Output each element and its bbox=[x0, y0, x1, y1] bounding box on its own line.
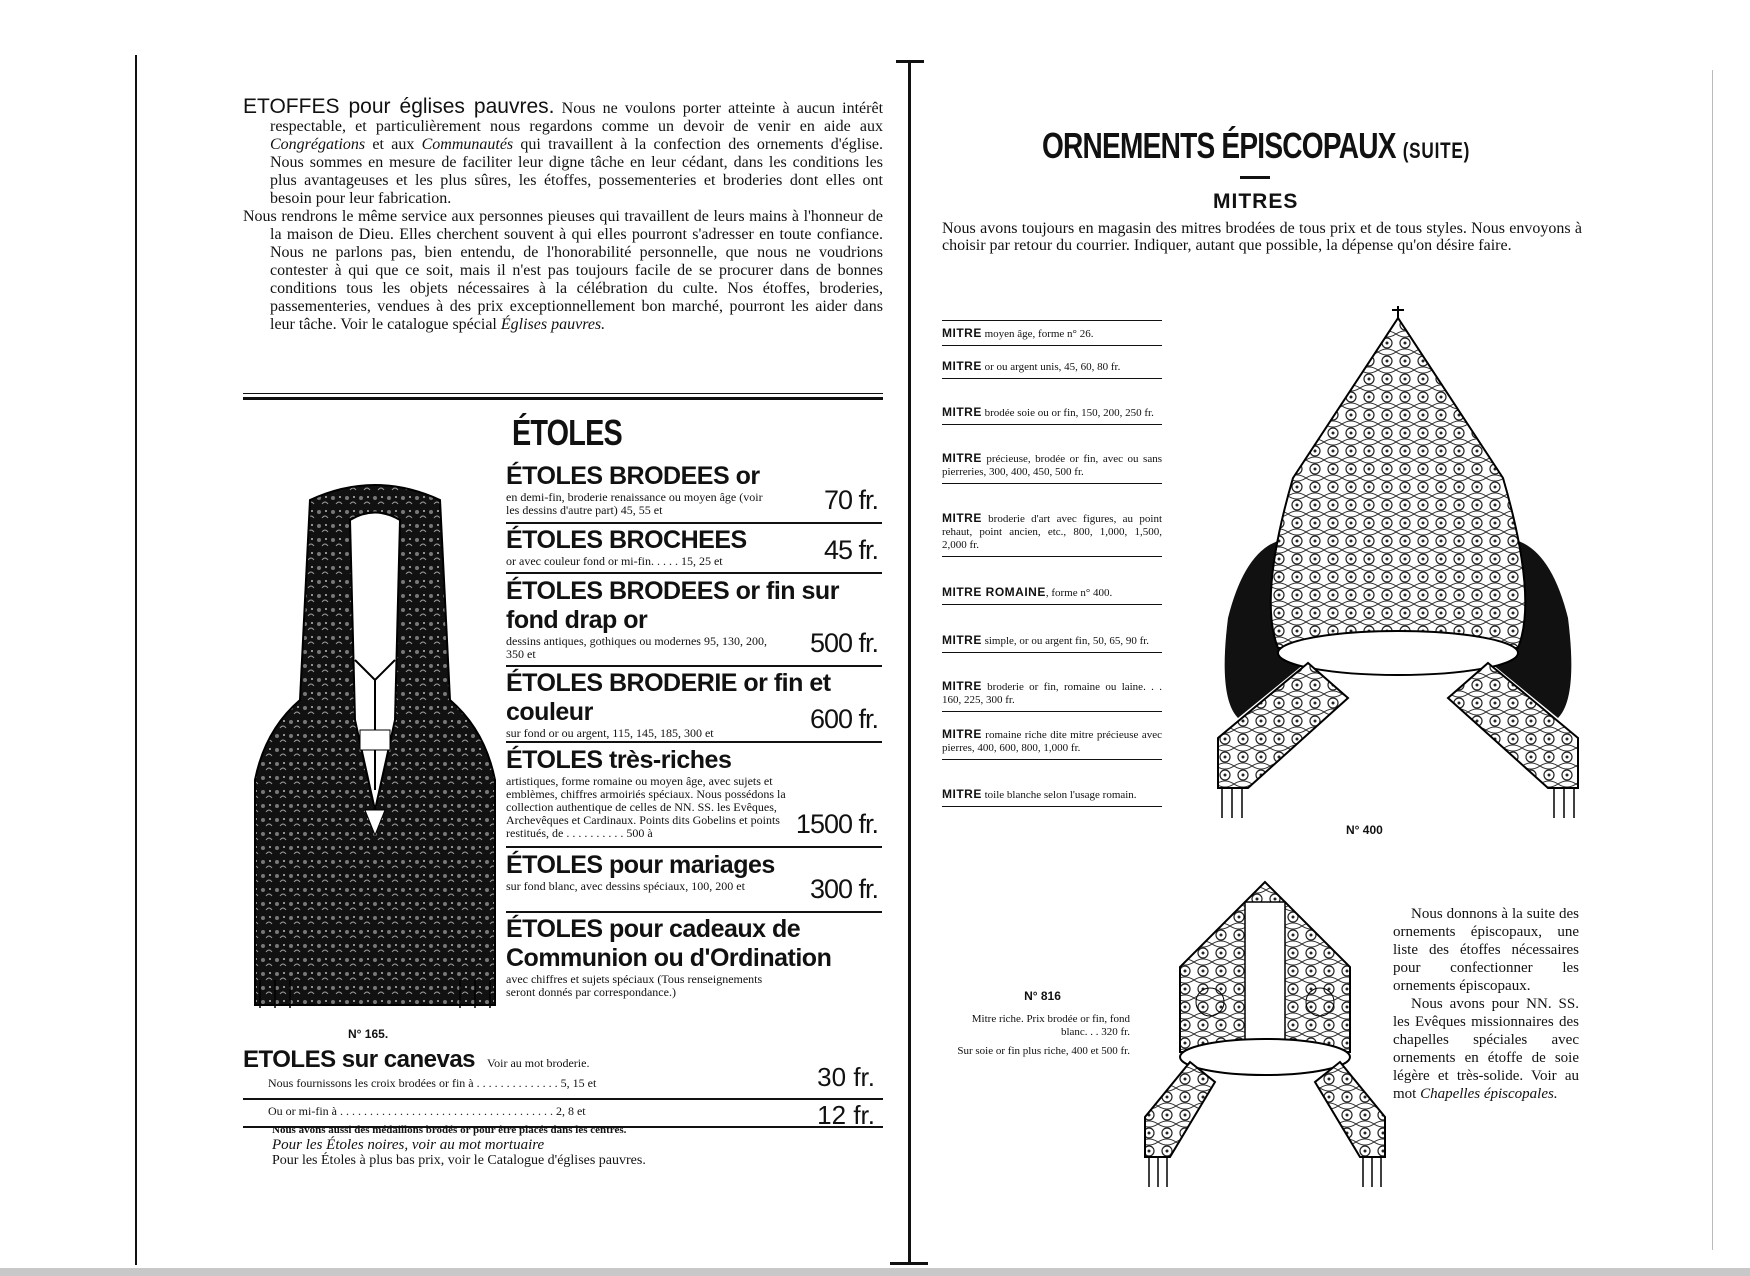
etole-name: ÉTOLES BROCHEES bbox=[506, 526, 747, 554]
canevas-price-1: 30 fr. bbox=[817, 1062, 875, 1092]
mitre-text: romaine riche dite mitre précieuse avec pierres, 400, 600, 800, 1,000 fr. bbox=[942, 729, 1162, 754]
mitre-text: , forme n° 400. bbox=[1045, 587, 1113, 599]
closing-paragraph-1: Nous donnons à la suite des ornements épiscopaux, une liste des étoffes nécessaires pour confectionner les ornements épiscopaux. bbox=[1393, 906, 1579, 994]
gutter-cap bbox=[896, 60, 924, 63]
intro-text-b: et aux bbox=[365, 136, 422, 153]
etole-desc: sur fond blanc, avec dessins spéciaux, 100, 200 et bbox=[506, 879, 745, 893]
intro-lead: ETOFFES pour églises pauvres. bbox=[243, 95, 555, 118]
etole-price: 70 fr. bbox=[823, 485, 878, 515]
mitre-text: brodée soie ou or fin, 150, 200, 250 fr. bbox=[981, 407, 1154, 419]
mitre-row bbox=[942, 724, 1162, 760]
canevas-line-2: Ou or mi-fin à . . . . . . . . . . . . . . . . . . . . . . . . . . . . . . . . . . . . 2, 8 et bbox=[268, 1104, 586, 1118]
mitre-list-top-rule bbox=[942, 320, 1162, 321]
mitre-text: simple, or ou argent fin, 50, 65, 90 fr. bbox=[981, 635, 1150, 647]
mitre-text: toile blanche selon l'usage romain. bbox=[981, 789, 1137, 801]
mitre-label: MITRE bbox=[942, 511, 982, 525]
etole-desc: sur fond or ou argent, 115, 145, 185, 300 et bbox=[506, 726, 714, 740]
right-page-edge bbox=[1712, 70, 1713, 1250]
gutter-foot bbox=[890, 1262, 928, 1265]
etole-desc: en demi-fin, broderie renaissance ou moyen âge (voir les dessins d'autre part) 45, 55 et bbox=[506, 490, 763, 517]
intro-text-c: qui travaillent à la confection des ornements d'église. Nous sommes en mesure de faciliter leur digne tâche en leur cédant, dans les conditions les plus avantageuses et les plus sûres, les étoffes, possementeries et broderies dont elles ont besoin pour leur fabrication. bbox=[270, 136, 883, 207]
canevas-line-1: Nous fournissons les croix brodées or fin à . . . . . . . . . . . . . . 5, 15 et bbox=[268, 1076, 597, 1090]
etole-name: ÉTOLES BRODEES or fin sur fond drap or bbox=[506, 577, 839, 634]
canevas-block bbox=[243, 1046, 883, 1128]
etole-price: 500 fr. bbox=[809, 628, 878, 658]
intro-text bbox=[243, 95, 884, 334]
etole-item-2 bbox=[506, 526, 882, 574]
mitre-label: MITRE bbox=[942, 787, 982, 801]
mitre-text: broderie or fin, romaine ou laine. . . 160, 225, 300 fr. bbox=[942, 681, 1162, 706]
closing-text-a: Nous avons pour NN. SS. les Evêques missionnaires des chapelles spéciales avec ornements en étoffe de soie légère et très-solide. Voir au mot bbox=[1393, 996, 1579, 1102]
mitre-text: broderie d'art avec figures, au point rehaut, point ancien, etc., 800, 1,000, 1,500, 2,000 fr. bbox=[942, 513, 1162, 551]
mitre-row bbox=[942, 582, 1162, 605]
mitre-label: MITRE bbox=[942, 359, 982, 373]
etole-desc: or avec couleur fond or mi-fin. . . . . 15, 25 et bbox=[506, 554, 723, 568]
mitre-label: MITRE bbox=[942, 451, 982, 465]
left-margin-rule bbox=[135, 55, 137, 1265]
etole-name: ÉTOLES pour cadeaux de Communion ou d'Ordination bbox=[506, 915, 832, 972]
stole-illustration bbox=[245, 480, 505, 1015]
etole-desc: avec chiffres et sujets spéciaux (Tous renseignements seront donnés par correspondance.) bbox=[506, 972, 763, 999]
etole-item-1 bbox=[506, 462, 882, 524]
canevas-name: ETOLES sur canevas bbox=[243, 1046, 476, 1073]
intro-paragraph-2 bbox=[243, 208, 883, 334]
mitre-816-illustration bbox=[1140, 872, 1390, 1197]
etole-item-4 bbox=[506, 669, 882, 743]
intro-italic-2: Communautés bbox=[421, 136, 514, 153]
footnotes bbox=[272, 1123, 802, 1168]
mitre-text: moyen âge, forme n° 26. bbox=[981, 328, 1094, 340]
etole-item-6 bbox=[506, 851, 882, 913]
etole-desc: artistiques, forme romaine ou moyen âge, avec sujets et emblèmes, chiffres armoiriés spéciaux. Nous possédons la collection authentique de celles de NN. SS. les Evêques, Archevêques et Cardinaux. Points dits Gobelins et points restitués, de . . . . . . . . . . 500 à bbox=[506, 774, 786, 840]
mitre-816-line-2: Sur soie or fin plus riche, 400 et 500 fr. bbox=[957, 1045, 1130, 1057]
page-title-suite: (SUITE) bbox=[1402, 138, 1471, 163]
mitres-heading: MITRES bbox=[1213, 190, 1299, 213]
etole-name: ÉTOLES BRODEES or bbox=[506, 462, 760, 490]
mitre-label: MITRE bbox=[942, 405, 982, 419]
mitre-row bbox=[942, 356, 1162, 379]
etole-price: 45 fr. bbox=[823, 535, 878, 565]
mitre-label: MITRE bbox=[942, 679, 982, 693]
intro-italic-1: Congrégations bbox=[270, 136, 366, 153]
mitre-label: MITRE bbox=[942, 326, 982, 340]
mitre-row bbox=[942, 323, 1162, 346]
mitre-row bbox=[942, 676, 1162, 712]
mitre-400-illustration bbox=[1198, 298, 1598, 838]
canevas-price-2: 12 fr. bbox=[817, 1100, 875, 1130]
intro-text-a: Nous ne voulons porter atteinte à aucun intérêt respectable, et particulièrement nous regardons comme un devoir de venir en aide aux bbox=[270, 100, 884, 135]
footnote-1: Nous avons aussi des médaillons brodés or pour être placés dans les centres. bbox=[272, 1124, 627, 1136]
title-dash bbox=[1240, 176, 1270, 179]
mitre-text: or ou argent unis, 45, 60, 80 fr. bbox=[981, 361, 1121, 373]
canevas-note: Voir au mot broderie. bbox=[487, 1056, 590, 1070]
mitre-row bbox=[942, 630, 1162, 653]
closing-italic: Chapelles épiscopales. bbox=[1420, 1086, 1558, 1102]
mitre-816-line-1: Mitre riche. Prix brodée or fin, fond blanc. . . 320 fr. bbox=[971, 1013, 1130, 1038]
etole-item-5 bbox=[506, 746, 882, 848]
mitre-row bbox=[942, 448, 1162, 484]
mitre-816-legend bbox=[955, 990, 1130, 1058]
mitre-400-caption: N° 400 bbox=[1346, 823, 1383, 837]
etoles-heading: ÉTOLES bbox=[512, 412, 622, 453]
intro-text-d: Nous rendrons le même service aux personnes pieuses qui travaillent de leurs mains à l'honneur de la maison de Dieu. Elles cherchent souvent à qui elles pourront s'adresser en toute confiance. Nous ne parlons pas, bien entendu, de l'honorabilité personnelle, que nous ne voudrions contester à qui que ce soit, mais il n'est pas toujours facile de se procurer dans de bonnes conditions tous les objets nécessaires à la célébration du culte. Nos étoffes, broderies, passementeries, vendues à des prix exceptionnellement bon marché, pourront les aider dans leur tâche. Voir le catalogue spécial bbox=[243, 208, 883, 333]
mitre-label: MITRE bbox=[942, 727, 982, 741]
etole-desc: dessins antiques, gothiques ou modernes 95, 130, 200, 350 et bbox=[506, 634, 767, 661]
center-gutter-rule bbox=[908, 62, 911, 1262]
etole-price: 600 fr. bbox=[809, 704, 878, 734]
etole-item-7 bbox=[506, 915, 882, 1025]
mitre-row bbox=[942, 784, 1162, 807]
footnote-2: Pour les Étoles noires, voir au mot mortuaire bbox=[272, 1137, 545, 1153]
page-title bbox=[1042, 125, 1470, 167]
mitre-row bbox=[942, 402, 1162, 425]
intro-paragraph-1 bbox=[243, 95, 884, 208]
etole-price: 1500 fr. bbox=[795, 809, 878, 839]
closing-paragraph-2 bbox=[1393, 995, 1579, 1103]
footnote-3: Pour les Étoles à plus bas prix, voir le Catalogue d'églises pauvres. bbox=[272, 1153, 646, 1168]
stole-caption: N° 165. bbox=[348, 1027, 389, 1041]
mitre-row bbox=[942, 508, 1162, 557]
etole-item-3 bbox=[506, 577, 882, 667]
mitre-label: MITRE bbox=[942, 633, 982, 647]
mitre-label: MITRE ROMAINE bbox=[942, 585, 1046, 599]
page-title-main: ORNEMENTS ÉPISCOPAUX bbox=[1042, 125, 1396, 166]
etole-name: ÉTOLES pour mariages bbox=[506, 851, 775, 879]
mitre-816-caption: N° 816 bbox=[1024, 989, 1061, 1003]
etole-name: ÉTOLES BRODERIE or fin et couleur bbox=[506, 669, 831, 726]
mitre-text: précieuse, brodée or fin, avec ou sans pierreries, 300, 400, 450, 500 fr. bbox=[942, 453, 1162, 478]
closing-text bbox=[1393, 905, 1579, 1103]
bottom-scan-edge bbox=[0, 1268, 1750, 1276]
etole-price: 300 fr. bbox=[809, 874, 878, 904]
intro-italic-3: Églises pauvres. bbox=[500, 316, 606, 333]
intro-divider bbox=[243, 393, 883, 400]
mitres-intro: Nous avons toujours en magasin des mitres brodées de tous prix et de tous styles. Nous envoyons à choisir par retour du courrier. Indiquer, autant que possible, la dépense qu'on désire faire. bbox=[942, 220, 1582, 254]
etole-name: ÉTOLES très-riches bbox=[506, 746, 732, 774]
